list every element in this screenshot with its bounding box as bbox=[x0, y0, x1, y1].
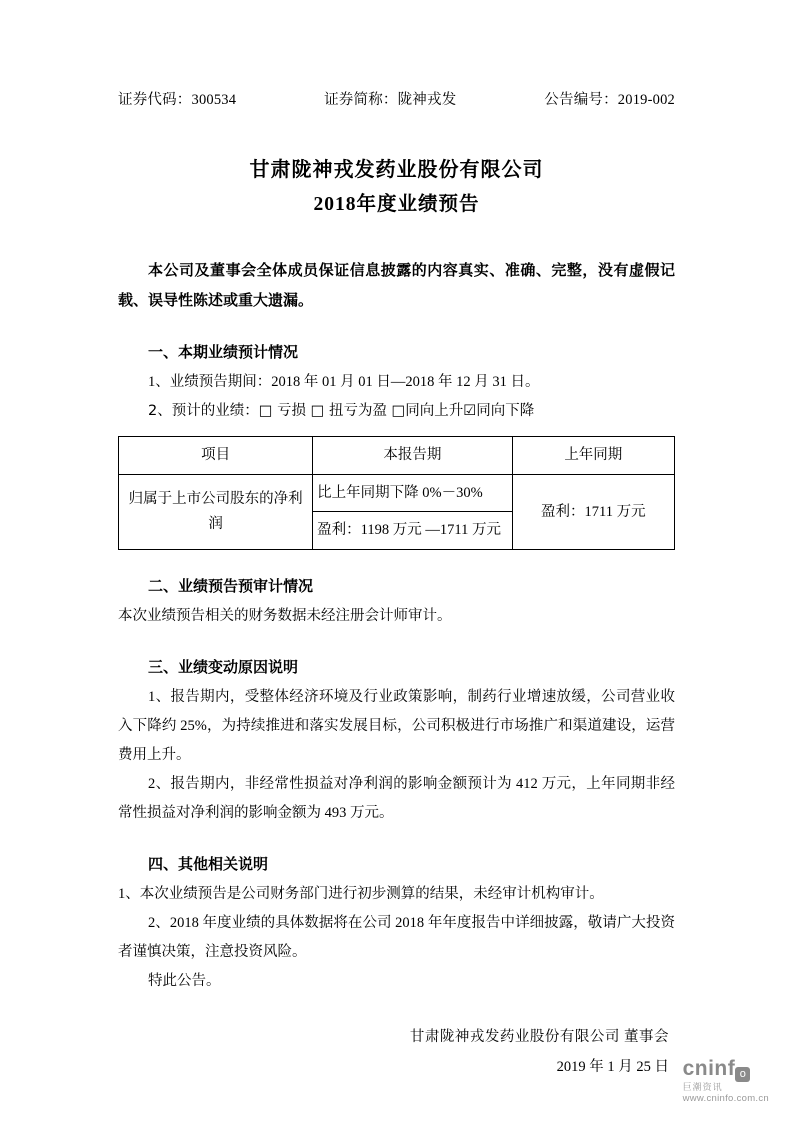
section-3-paragraph-2: 2、报告期内，非经常性损益对净利润的影响金额预计为 412 万元，上年同期非经常性损益对净利润的影响金额为 493 万元。 bbox=[118, 776, 675, 822]
table-header-item: 项目 bbox=[119, 437, 313, 475]
table-cell-current-change: 比上年同期下降 0%－30% bbox=[313, 475, 511, 513]
table-cell-current bbox=[313, 474, 512, 549]
section-1-heading: 一、本期业绩预计情况 bbox=[148, 345, 299, 362]
section-4-paragraph-1: 1、本次业绩预告是公司财务部门进行初步测算的结果，未经审计机构审计。 bbox=[118, 886, 604, 903]
announcement-number: 公告编号：2019-002 bbox=[544, 92, 675, 108]
section-3-paragraph-1: 1、报告期内，受整体经济环境及行业政策影响，制药行业增速放缓，公司营业收入下降约 25%，为持续推进和落实发展目标，公司积极进行市场推广和渠道建设，运营费用上升。 bbox=[118, 689, 675, 764]
document-header bbox=[118, 88, 675, 109]
cninfo-logo-mark: o bbox=[735, 1067, 750, 1082]
section-4-heading: 四、其他相关说明 bbox=[148, 857, 269, 874]
company-name-title: 甘肃陇神戎发药业股份有限公司 bbox=[249, 159, 544, 181]
table-cell-item: 归属于上市公司股东的净利润 bbox=[119, 474, 313, 549]
performance-table bbox=[118, 436, 675, 550]
disclaimer-statement: 本公司及董事会全体成员保证信息披露的内容真实、准确、完整，没有虚假记载、误导性陈述或重大遗漏。 bbox=[118, 263, 675, 310]
table-header-current: 本报告期 bbox=[313, 437, 512, 475]
cninfo-brand-text: cninf bbox=[682, 1056, 736, 1080]
signature-date: 2019 年 1 月 25 日 bbox=[556, 1059, 669, 1076]
stock-code: 证券代码：300534 bbox=[118, 92, 237, 108]
cninfo-logo bbox=[683, 1056, 769, 1104]
section-2-paragraph-1: 本次业绩预告相关的财务数据未经注册会计师审计。 bbox=[118, 608, 452, 625]
signature-company: 甘肃陇神戎发药业股份有限公司 董事会 bbox=[409, 1029, 669, 1046]
section-4-paragraph-3: 特此公告。 bbox=[148, 973, 221, 990]
report-title: 2018年度业绩预告 bbox=[313, 194, 480, 215]
section-2-heading: 二、业绩预告预审计情况 bbox=[148, 579, 314, 596]
section-1-paragraph-1: 1、业绩预告期间：2018 年 01 月 01 日—2018 年 12 月 31 日。 bbox=[148, 374, 540, 391]
table-cell-previous: 盈利：1711 万元 bbox=[512, 474, 674, 549]
signature-block bbox=[118, 1022, 675, 1083]
section-1-paragraph-2: 2、预计的业绩：□ 亏损 □ 扭亏为盈 □同向上升☑同向下降 bbox=[148, 403, 535, 420]
table-row bbox=[119, 474, 675, 549]
cninfo-url: www.cninfo.com.cn bbox=[682, 1092, 769, 1104]
table-header-previous: 上年同期 bbox=[512, 437, 674, 475]
section-4-paragraph-2: 2、2018 年度业绩的具体数据将在公司 2018 年年度报告中详细披露，敬请广大投资者谨慎决策，注意投资风险。 bbox=[118, 915, 675, 961]
table-cell-current-profit: 盈利：1198 万元 —1711 万元 bbox=[317, 522, 501, 539]
page-title bbox=[118, 153, 675, 222]
stock-name: 证券简称：陇神戎发 bbox=[324, 92, 457, 108]
section-3-heading: 三、业绩变动原因说明 bbox=[148, 660, 299, 677]
table-header-row bbox=[119, 437, 675, 475]
cninfo-cn-name: 巨潮资讯 bbox=[682, 1081, 723, 1092]
